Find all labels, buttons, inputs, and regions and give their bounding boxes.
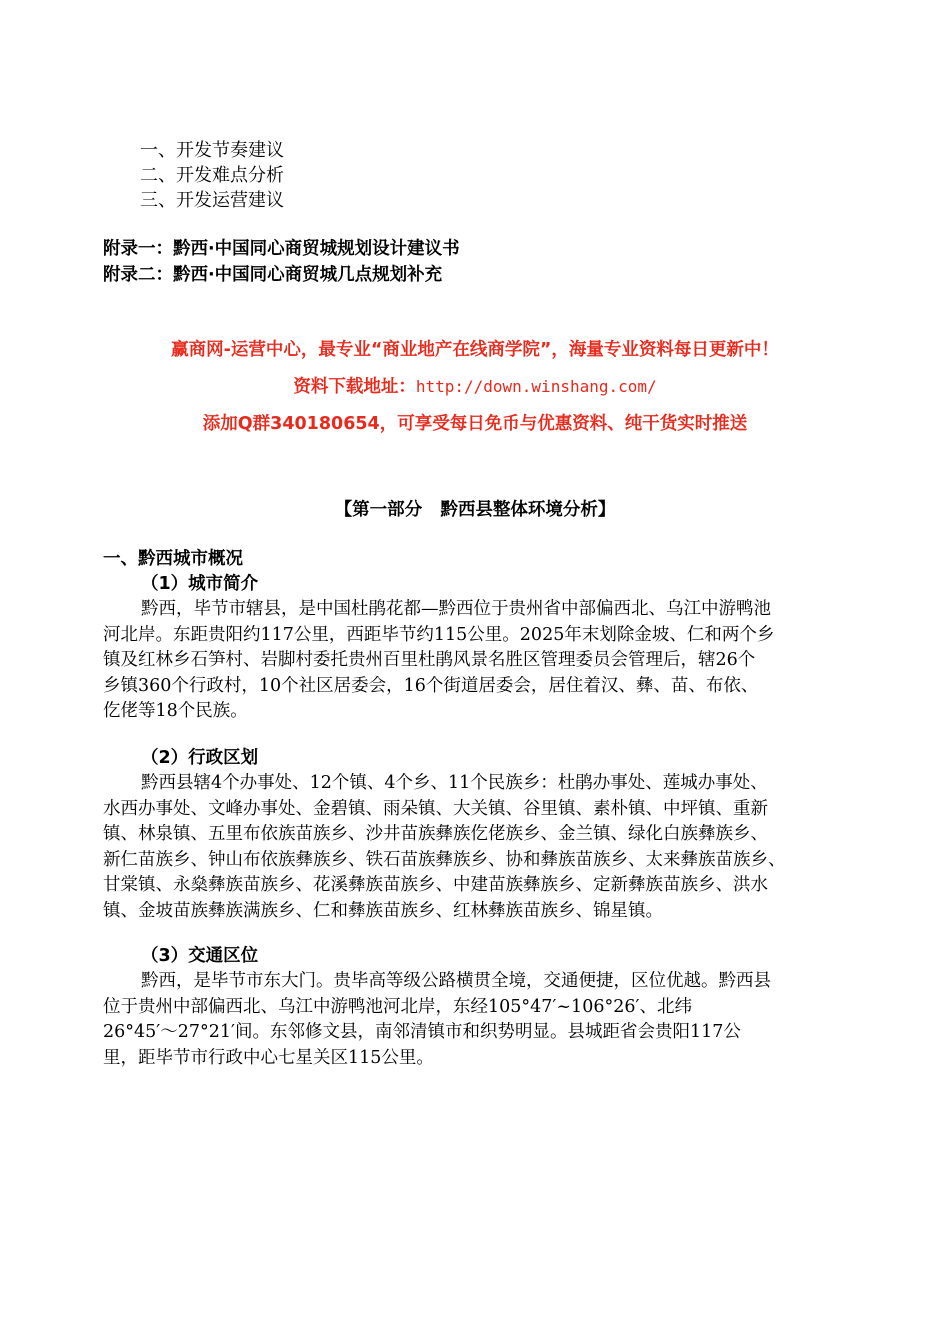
appendix-list xyxy=(103,236,460,288)
promo-banner xyxy=(0,337,950,448)
paragraph-line: 水西办事处、文峰办事处、金碧镇、雨朵镇、大关镇、谷里镇、素朴镇、中坪镇、重新 xyxy=(103,798,768,819)
subsection-heading: （2）行政区划 xyxy=(141,748,259,768)
appendix-item: 附录一：黔西·中国同心商贸城规划设计建议书 xyxy=(103,239,460,259)
paragraph-line: 仡佬等18个民族。 xyxy=(103,701,248,721)
paragraph-line: 黔西，毕节市辖县，是中国杜鹃花都—黔西位于贵州省中部偏西北、乌江中游鸭池 xyxy=(141,599,771,619)
download-link[interactable]: http://down.winshang.com/ xyxy=(415,377,657,396)
promo-line-2 xyxy=(0,374,950,411)
paragraph-line: 乡镇360个行政村，10个社区居委会，16个街道居委会，居住着汉、彝、苗、布依、 xyxy=(103,675,759,696)
subsection-heading: （3）交通区位 xyxy=(141,946,259,966)
paragraph-line: 26°45′～27°21′间。东邻修文县，南邻清镇市和织势明显。县城距省会贵阳117公 xyxy=(103,1022,741,1042)
paragraph-line: 河北岸。东距贵阳约117公里，西距毕节约115公里。2025年末划除金坡、仁和两个乡 xyxy=(103,624,775,645)
paragraph-line: 新仁苗族乡、钟山布依族彝族乡、铁石苗族彝族乡、协和彝族苗族乡、太来彝族苗族乡、 xyxy=(103,849,786,870)
subsection-heading: （1）城市简介 xyxy=(141,574,259,594)
paragraph-line: 镇、林泉镇、五里布依族苗族乡、沙井苗族彝族仡佬族乡、金兰镇、绿化白族彝族乡、 xyxy=(103,824,768,844)
paragraph-line: 位于贵州中部偏西北、乌江中游鸭池河北岸，东经105°47′~106°26′、北纬 xyxy=(103,996,692,1017)
table-of-contents xyxy=(140,138,284,213)
section-transport xyxy=(103,944,843,1071)
promo-line-1: 赢商网-运营中心，最专业“商业地产在线商学院”，海量专业资料每日更新中！ xyxy=(171,340,779,360)
paragraph-line: 镇、金坡苗族彝族满族乡、仁和彝族苗族乡、红林彝族苗族乡、锦星镇。 xyxy=(103,900,663,921)
part-title: 【第一部分 黔西县整体环境分析】 xyxy=(334,500,616,520)
paragraph-line: 里，距毕节市行政中心七星关区115公里。 xyxy=(103,1047,434,1068)
section-admin-division xyxy=(103,746,843,924)
toc-item: 一、开发节奏建议 xyxy=(140,140,284,161)
paragraph-line: 黔西县辖4个办事处、12个镇、4个乡、11个民族乡：杜鹃办事处、莲城办事处、 xyxy=(141,773,768,793)
toc-item: 二、开发难点分析 xyxy=(140,165,284,186)
promo-line-3: 添加Q群340180654，可享受每日免币与优惠资料、纯干货实时推送 xyxy=(202,414,748,434)
paragraph-line: 黔西，是毕节市东大门。贵毕高等级公路横贯全境，交通便捷，区位优越。黔西县 xyxy=(141,971,771,991)
section-city-overview xyxy=(103,547,843,725)
paragraph-line: 甘棠镇、永燊彝族苗族乡、花溪彝族苗族乡、中建苗族彝族乡、定新彝族苗族乡、洪水 xyxy=(103,875,768,895)
toc-item: 三、开发运营建议 xyxy=(140,190,284,211)
paragraph-line: 镇及红林乡石笋村、岩脚村委托贵州百里杜鹃风景名胜区管理委员会管理后，辖26个 xyxy=(103,650,756,670)
download-label: 资料下载地址： xyxy=(293,377,416,397)
section-heading: 一、黔西城市概况 xyxy=(103,549,243,569)
appendix-item: 附录二：黔西·中国同心商贸城几点规划补充 xyxy=(103,265,443,285)
